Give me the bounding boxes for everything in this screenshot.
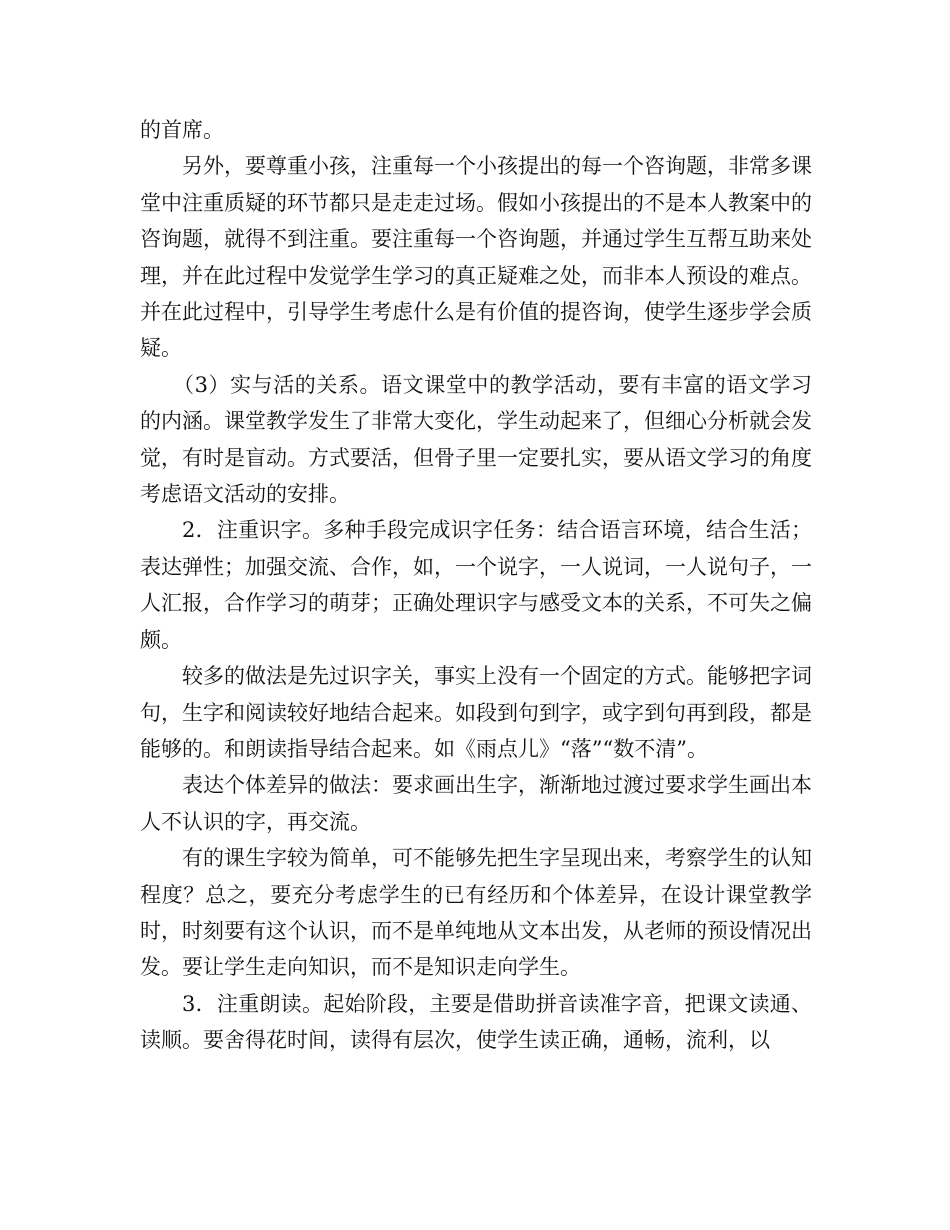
paragraph-continuation: 的首席。 xyxy=(140,118,224,142)
paragraph-individual-differences: 表达个体差异的做法：要求画出生字，渐渐地过渡过要求学生画出本人不认识的字，再交流。 xyxy=(140,773,812,834)
paragraph-literacy: 2．注重识字。多种手段完成识字任务：结合语言环境，结合生活；表达弹性；加强交流、合作，如，一个说字，一人说词，一人说句子，一人汇报，合作学习的萌芽；正确处理识字与感受文本的关系，不可失之偏颇。 xyxy=(140,518,812,652)
paragraph-common-practice: 较多的做法是先过识字关，事实上没有一个固定的方式。能够把字词句，生字和阅读较好地结合起来。如段到句到字，或字到句再到段，都是能够的。和朗读指导结合起来。如《雨点儿》“落”“数不清”。 xyxy=(140,664,812,761)
paragraph-reading-aloud: 3．注重朗读。起始阶段，主要是借助拼音读准字音，把课文读通、读顺。要舍得花时间，读得有层次，使学生读正确，通畅，流利，以 xyxy=(140,991,812,1053)
paragraph-real-vs-active: （3）实与活的关系。语文课堂中的教学活动，要有丰富的语文学习的内涵。课堂教学发生了非常大变化，学生动起来了，但细心分析就会发觉，有时是盲动。方式要活，但骨子里一定要扎实，要从语文学习的角度考虑语文活动的安排。 xyxy=(140,372,812,507)
paragraph-questions: 另外，要尊重小孩，注重每一个小孩提出的每一个咨询题，非常多课堂中注重质疑的环节都只是走走过场。假如小孩提出的不是本人教案中的咨询题，就得不到注重。要注重每一个咨询题，并通过学生互帮互助来处理，并在此过程中发觉学生学习的真正疑难之处，而非本人预设的难点。并在此过程中，引导学生考虑什么是有价值的提咨询，使学生逐步学会质疑。 xyxy=(140,154,812,361)
paragraph-simple-characters: 有的课生字较为简单，可不能够先把生字呈现出来，考察学生的认知程度？总之，要充分考虑学生的已有经历和个体差异，在设计课堂教学时，时刻要有这个认识，而不是单纯地从文本出发，从老师的预设情况出发。要让学生走向知识，而不是知识走向学生。 xyxy=(140,846,812,980)
document-body xyxy=(140,112,812,1059)
